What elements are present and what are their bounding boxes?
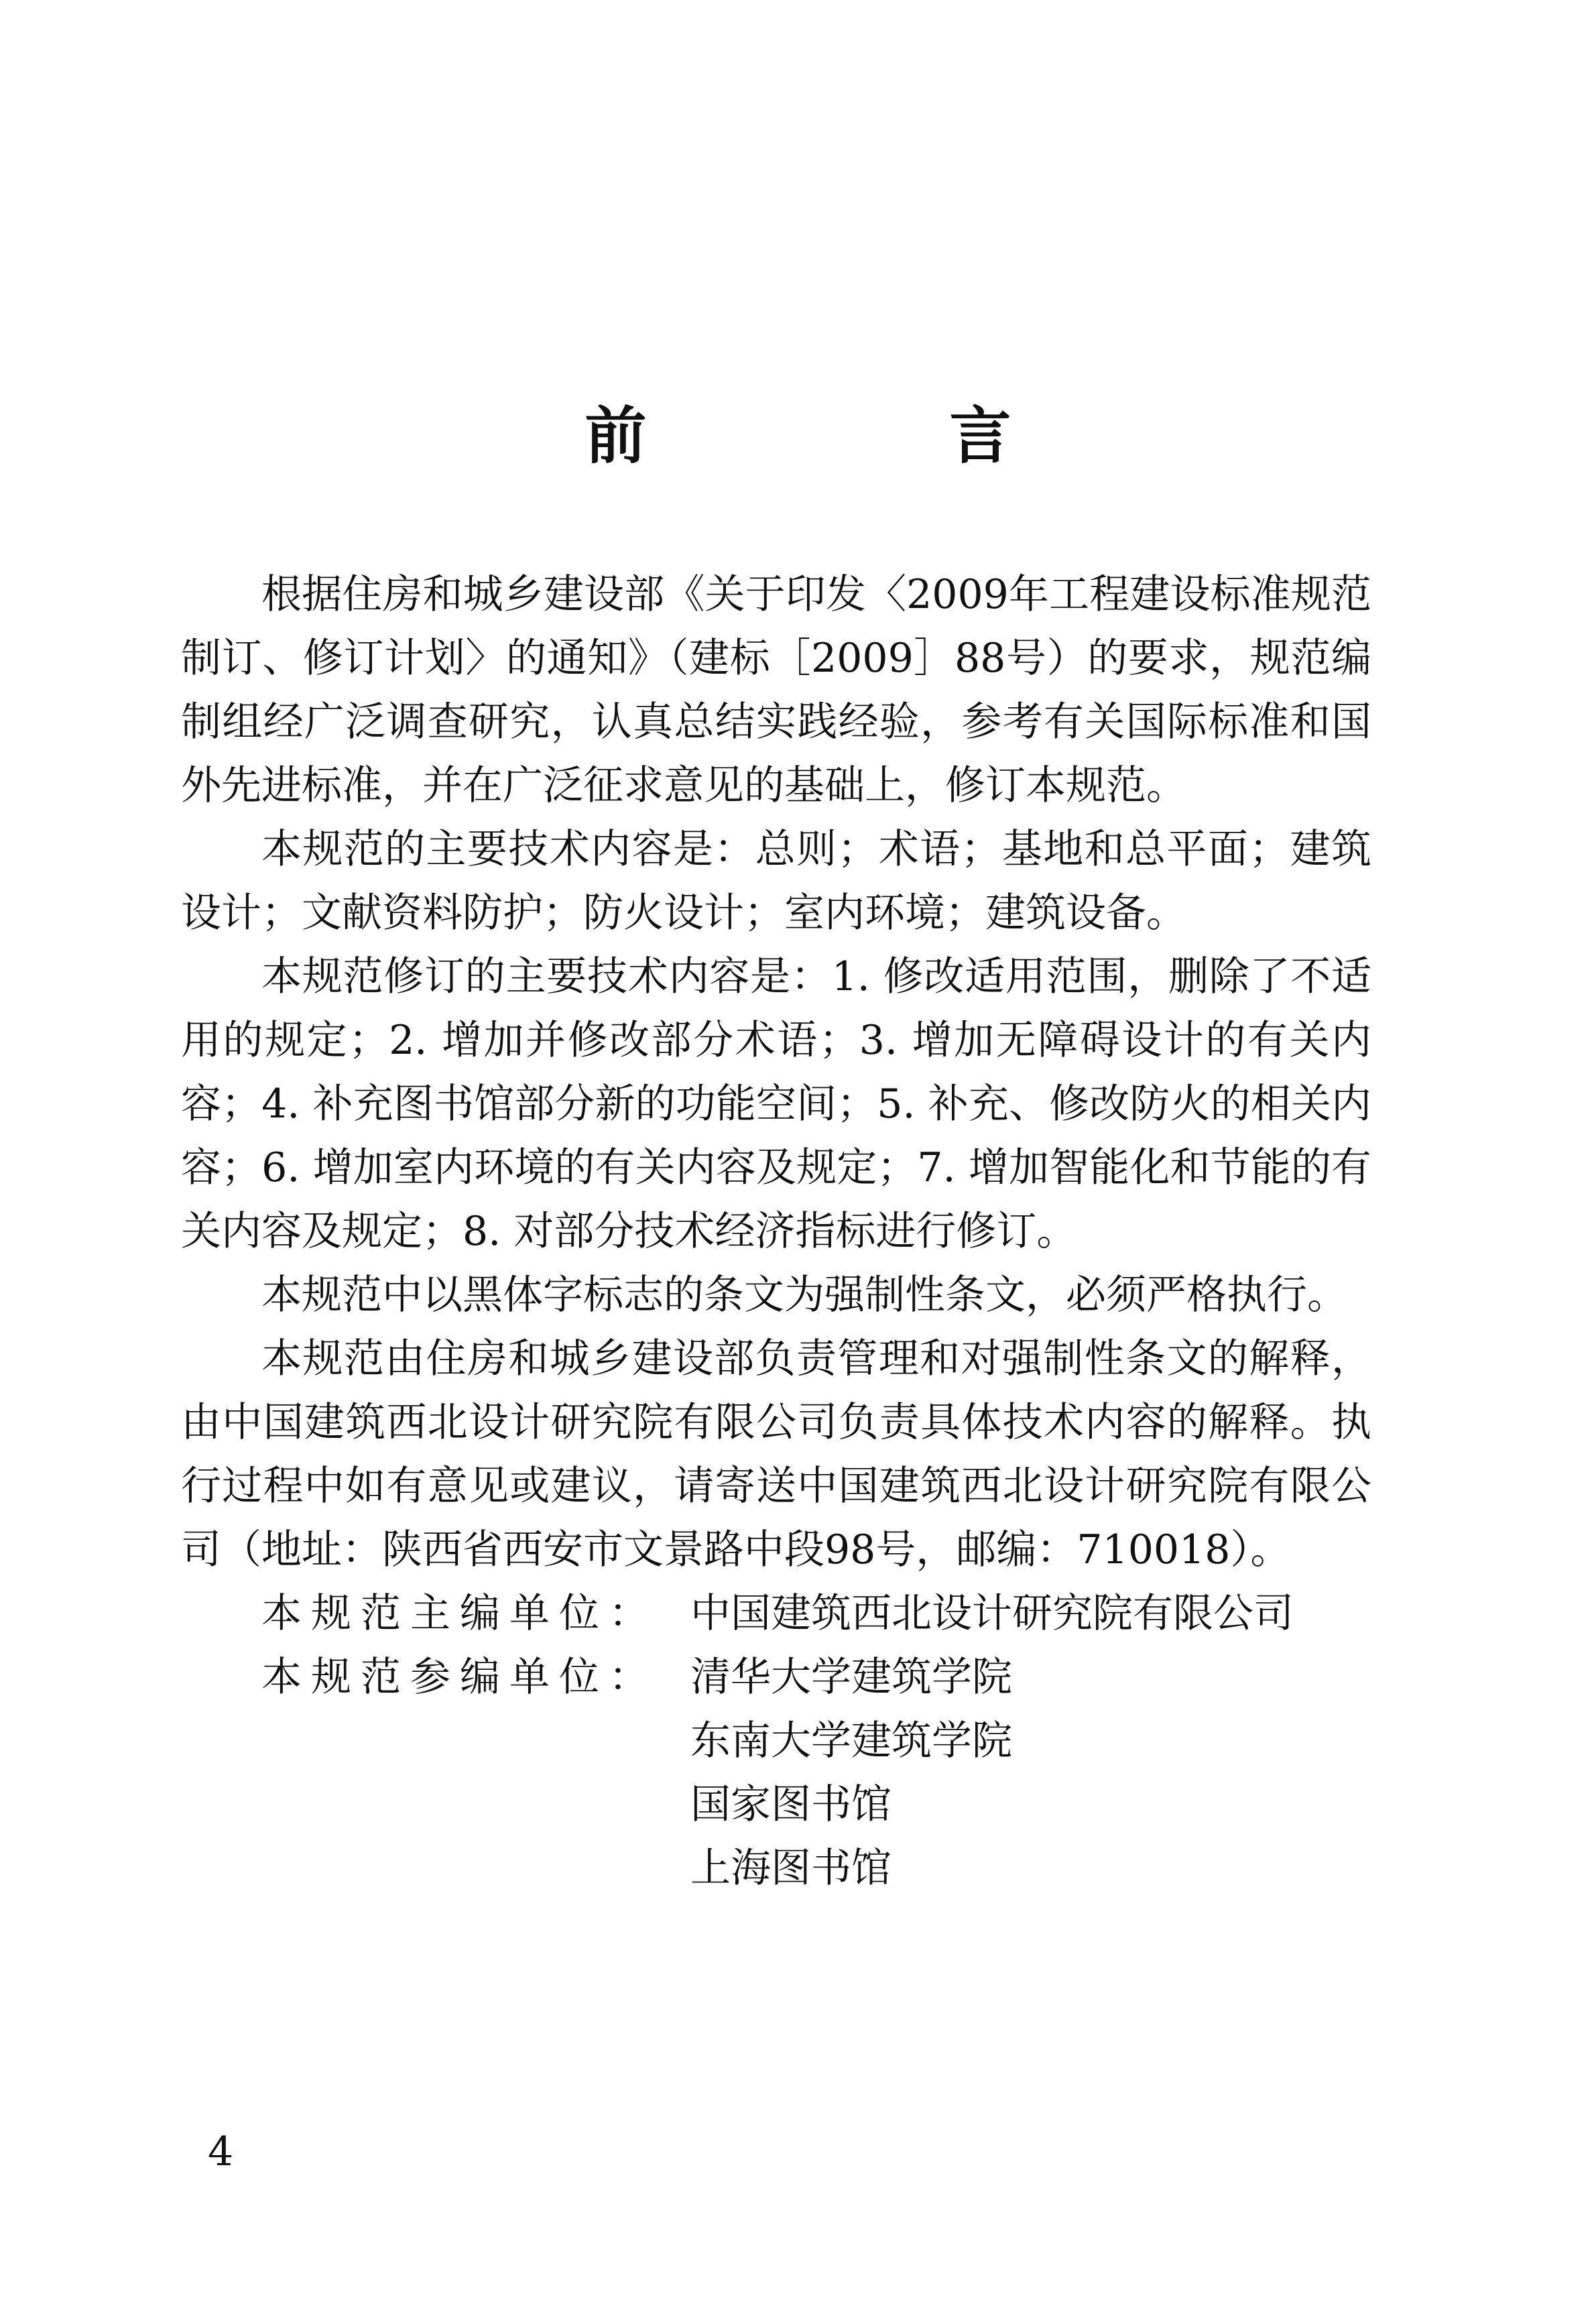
preface-body <box>181 563 1371 1900</box>
participating-unit-row <box>181 1646 1371 1709</box>
participating-unit-row <box>181 1773 1371 1837</box>
participating-unit-label: 本规范参编单位： <box>261 1654 658 1701</box>
participating-unit-name: 东南大学建筑学院 <box>690 1717 1012 1764</box>
paragraph-basis: 根据住房和城乡建设部《关于印发〈2009年工程建设标准规范制订、修订计划〉的通知》（建标［2009］88号）的要求，规范编制组经广泛调查研究，认真总结实践经验，参考有关国际标准和国外先进标准，并在广泛征求意见的基础上，修订本规范。 <box>181 571 1371 809</box>
paragraph-revision-content: 本规范修订的主要技术内容是：1. 修改适用范围，删除了不适用的规定；2. 增加并修改部分术语；3. 增加无障碍设计的有关内容；4. 补充图书馆部分新的功能空间；5. 补充、修改防火的相关内容；6. 增加室内环境的有关内容及规定；7. 增加智能化和节能的有关内容及规定；8. 对部分技术经济指标进行修订。 <box>181 953 1371 1255</box>
page-title: 前 言 <box>585 400 1152 472</box>
participating-unit-row <box>181 1709 1371 1773</box>
page-number: 4 <box>208 2128 234 2175</box>
participating-unit-name: 国家图书馆 <box>690 1781 892 1828</box>
chief-unit-label: 本规范主编单位： <box>261 1590 658 1637</box>
participating-unit-name: 清华大学建筑学院 <box>690 1654 1012 1701</box>
chief-unit-name: 中国建筑西北设计研究院有限公司 <box>690 1590 1294 1637</box>
editing-units <box>181 1582 1371 1900</box>
participating-unit-name: 上海图书馆 <box>690 1845 892 1892</box>
paragraph-management: 本规范由住房和城乡建设部负责管理和对强制性条文的解释，由中国建筑西北设计研究院有限公司负责具体技术内容的解释。执行过程中如有意见或建议，请寄送中国建筑西北设计研究院有限公司（地址：陕西省西安市文景路中段98号，邮编：710018）。 <box>181 1335 1371 1573</box>
paragraph-mandatory-clauses: 本规范中以黑体字标志的条文为强制性条文，必须严格执行。 <box>261 1272 1347 1319</box>
chief-unit-row <box>181 1582 1371 1646</box>
paragraph-main-content: 本规范的主要技术内容是：总则；术语；基地和总平面；建筑设计；文献资料防护；防火设计；室内环境；建筑设备。 <box>181 826 1371 936</box>
participating-unit-row <box>181 1837 1371 1900</box>
